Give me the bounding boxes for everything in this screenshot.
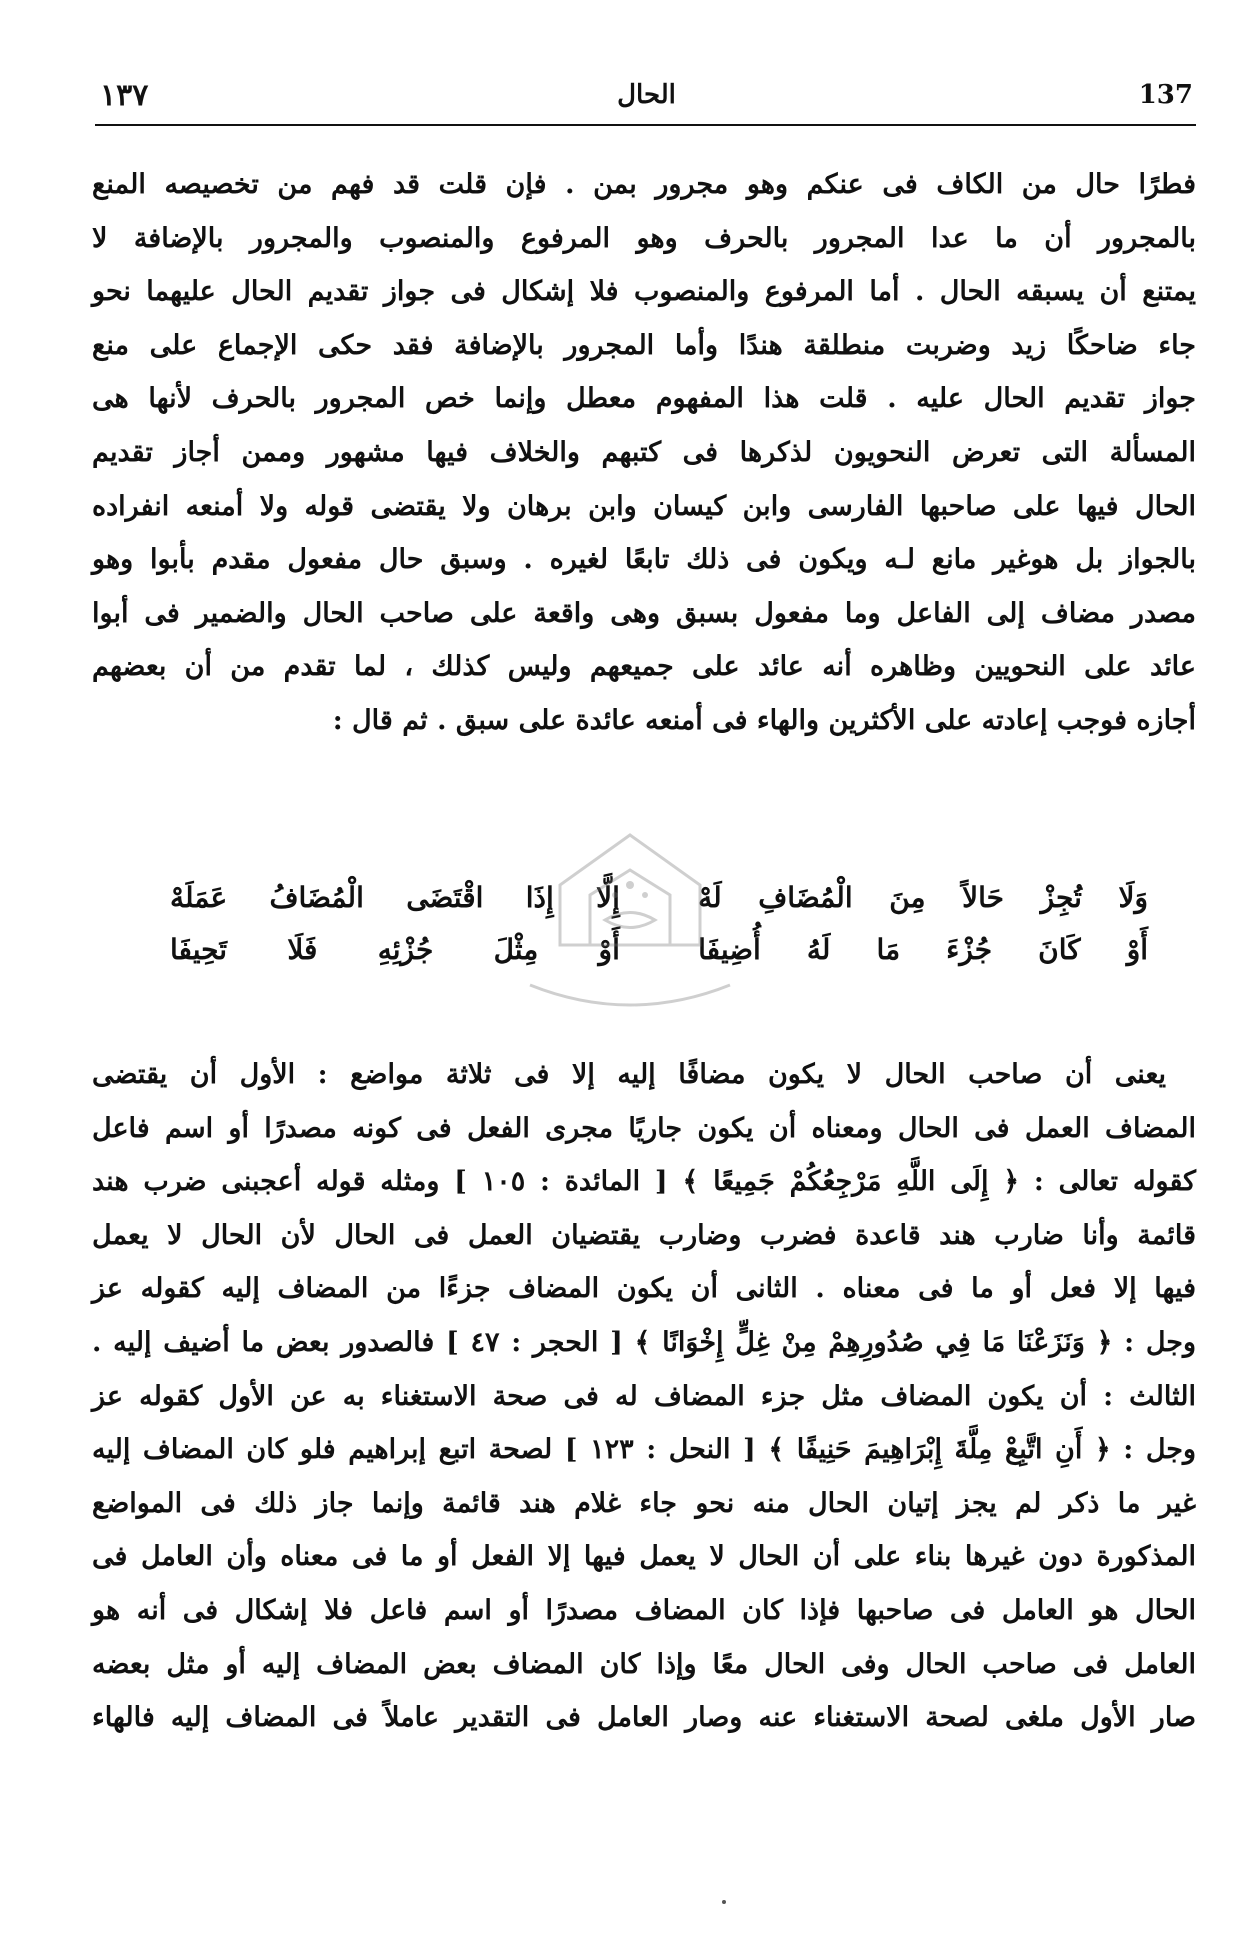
text-line: فيها إلا فعل أو ما فى معناه . الثانى أن يكون المضاف جزءًا من المضاف إليه كقوله عز — [92, 1273, 1196, 1305]
verse-2-second-hemistich: أَوْ مِثْلَ جُزْئِهِ فَلَا تَحِيفَا — [170, 933, 620, 966]
text-line: أجازه فوجب إعادته على الأكثرين والهاء فى أمنعه عائدة على سبق . ثم قال : — [332, 704, 1196, 736]
page-number-latin: 137 — [1138, 80, 1193, 110]
text-line: بالمجرور أن ما عدا المجرور بالحرف وهو المرفوع والمنصوب والمجرور بالإضافة لا — [92, 222, 1196, 254]
text-line: غير ما ذكر لم يجز إتيان الحال منه نحو جاء غلام هند قائمة وإنما جاز ذلك فى المواضع — [92, 1487, 1196, 1519]
paragraph-2 — [92, 1048, 1196, 1745]
chapter-title: الحال — [617, 80, 676, 110]
header-rule — [95, 124, 1196, 126]
text-line: الثالث : أن يكون المضاف مثل جزء المضاف له فى صحة الاستغناء به عن الأول كقوله عز — [92, 1380, 1196, 1412]
page-speck — [722, 1900, 726, 1904]
text-line: قائمة وأنا ضارب هند قاعدة فضرب وضارب يقتضيان العمل فى الحال لأن الحال لا يعمل — [92, 1219, 1196, 1251]
text-line: المضاف العمل فى الحال ومعناه أن يكون جاريًا مجرى الفعل فى كونه مصدرًا أو اسم فاعل — [92, 1112, 1196, 1144]
verse-1-first-hemistich: وَلَا تُجِزْ حَالاً مِنَ الْمُضَافِ لَهْ — [698, 881, 1148, 914]
text-line: عائد على النحويين وظاهره أنه عائد على جميعهم وليس كذلك ، لما تقدم من أن بعضهم — [92, 651, 1196, 683]
text-line: يعنى أن صاحب الحال لا يكون مضافًا إليه إلا فى ثلاثة مواضع : الأول أن يقتضى — [92, 1059, 1166, 1090]
poem-verses — [170, 872, 1148, 976]
text-line: المسألة التى تعرض النحويون لذكرها فى كتبهم والخلاف فيها مشهور وممن أجاز تقديم — [92, 436, 1196, 468]
text-line: الحال فيها على صاحبها الفارسى وابن كيسان وابن برهان ولا يقتضى قوله ولا أمنعه انفراده — [92, 490, 1196, 522]
text-line: كقوله تعالى : ﴿ إِلَى اللَّهِ مَرْجِعُكُمْ جَمِيعًا ﴾ [ المائدة : ١٠٥ ] ومثله قوله أعجبنى ضرب هند — [92, 1166, 1197, 1198]
text-line: الحال هو العامل فى صاحبها فإذا كان المضاف مصدرًا أو اسم فاعل فلا إشكال فى أنه هو — [92, 1594, 1196, 1626]
verse-1 — [170, 872, 1148, 924]
text-line: جواز تقديم الحال عليه . قلت هذا المفهوم معطل وإنما خص المجرور بالحرف لأنها هى — [92, 383, 1196, 415]
verse-2 — [170, 924, 1148, 976]
text-line: وجل : ﴿ وَنَزَعْنَا مَا فِي صُدُورِهِمْ مِنْ غِلٍّ إِخْوَانًا ﴾ [ الحجر : ٤٧ ] فالصدور بعض ما أضيف إليه . — [92, 1326, 1196, 1358]
text-line: المذكورة دون غيرها بناء على أن الحال لا يعمل فيها إلا الفعل أو ما فى معناه وأن العامل فى — [92, 1541, 1196, 1573]
verse-2-first-hemistich: أَوْ كَانَ جُزْءَ مَا لَهُ أُضِيفَا — [698, 933, 1148, 966]
text-line: صار الأول ملغى لصحة الاستغناء عنه وصار العامل فى التقدير عاملاً فى المضاف إليه فالهاء — [92, 1702, 1196, 1734]
text-line: فطرًا حال من الكاف فى عنكم وهو مجرور بمن . فإن قلت قد فهم من تخصيصه المنع — [92, 169, 1196, 200]
text-line: بالجواز بل هوغير مانع لـه ويكون فى ذلك تابعًا لغيره . وسبق حال مفعول مقدم بأبوا وهو — [92, 544, 1196, 576]
verse-1-second-hemistich: إِلَّا إِذَا اقْتَضَى الْمُضَافُ عَمَلَهْ — [170, 881, 620, 914]
text-line: العامل فى صاحب الحال وفى الحال معًا وإذا كان المضاف بعض المضاف إليه أو مثل بعضه — [92, 1648, 1196, 1680]
text-line: جاء ضاحكًا زيد وضربت منطلقة هندًا وأما المجرور بالإضافة فقد حكى الإجماع على منع — [92, 329, 1196, 361]
paragraph-1 — [92, 158, 1196, 748]
text-line: وجل : ﴿ أَنِ اتَّبِعْ مِلَّةَ إِبْرَاهِيمَ حَنِيفًا ﴾ [ النحل : ١٢٣ ] لصحة اتبع إبراهيم فلو كان المضاف إليه — [92, 1434, 1197, 1466]
page-number-arabic: ١٣٧ — [100, 78, 149, 113]
text-line: يمتنع أن يسبقه الحال . أما المرفوع والمنصوب فلا إشكال فى جواز تقديم الحال عليهما نحو — [92, 276, 1196, 308]
page-header — [100, 78, 1193, 118]
text-line: مصدر مضاف إلى الفاعل وما مفعول بسبق وهى واقعة على صاحب الحال والضمير فى أبوا — [92, 597, 1196, 629]
